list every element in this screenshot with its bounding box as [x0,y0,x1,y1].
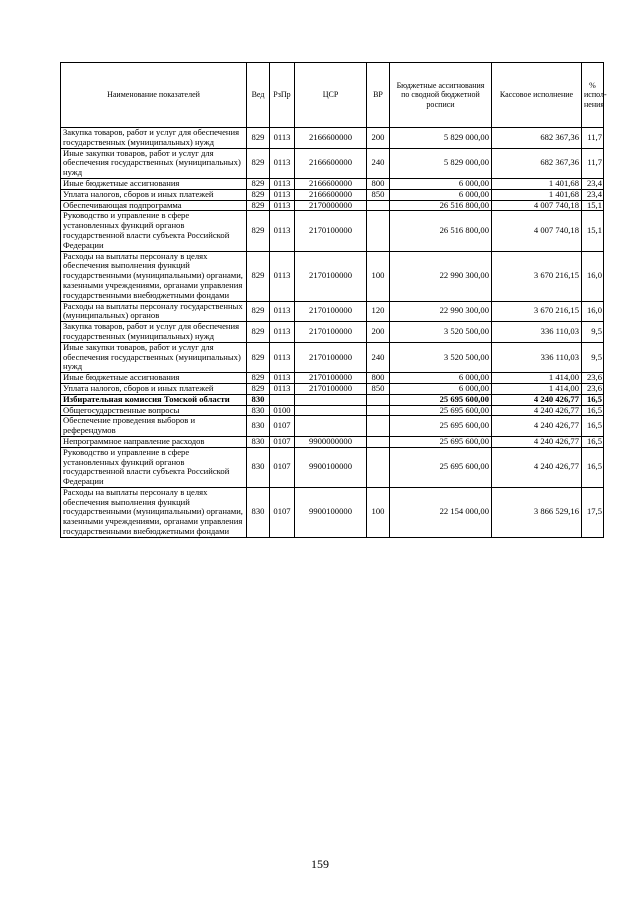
cell-cash: 3 670 216,15 [492,251,582,301]
cell-name: Закупка товаров, работ и услуг для обеспечения государственных (муниципальных) нужд [61,322,247,343]
cell-percent: 9,5 [582,342,604,372]
cell-csr: 2166600000 [295,148,367,178]
cell-assigned: 22 990 300,00 [390,301,492,322]
cell-name: Непрограммное направление расходов [61,436,247,447]
cell-vr: 200 [367,322,390,343]
cell-ved: 829 [247,322,270,343]
cell-rzpr: 0113 [270,178,295,189]
header-ved: Вед [247,63,270,128]
cell-percent: 11,7 [582,128,604,149]
cell-ved: 829 [247,373,270,384]
cell-cash: 4 240 426,77 [492,394,582,405]
cell-rzpr: 0107 [270,436,295,447]
budget-execution-table [60,62,607,538]
table-row [61,322,604,343]
cell-ved: 829 [247,189,270,200]
header-name: Наименование показателей [61,63,247,128]
cell-name: Обеспечивающая подпрограмма [61,200,247,211]
cell-vr: 850 [367,383,390,394]
cell-name: Руководство и управление в сфере установленных функций органов государственной власти субъекта Российской Федерации [61,211,247,251]
cell-assigned: 25 695 600,00 [390,436,492,447]
table-row [61,436,604,447]
cell-vr [367,200,390,211]
table-row [61,394,604,405]
cell-rzpr: 0100 [270,405,295,416]
cell-rzpr: 0113 [270,189,295,200]
cell-rzpr: 0107 [270,447,295,487]
cell-ved: 829 [247,178,270,189]
cell-percent: 15,1 [582,211,604,251]
cell-cash: 3 866 529,16 [492,487,582,537]
cell-percent: 16,5 [582,405,604,416]
cell-name: Иные закупки товаров, работ и услуг для обеспечения государственных (муниципальных) нужд [61,148,247,178]
cell-vr: 120 [367,301,390,322]
table-header-row [61,63,604,128]
table-row [61,301,604,322]
cell-assigned: 25 695 600,00 [390,394,492,405]
cell-csr: 2166600000 [295,128,367,149]
cell-percent: 17,5 [582,487,604,537]
cell-name: Иные бюджетные ассигнования [61,373,247,384]
cell-assigned: 5 829 000,00 [390,128,492,149]
cell-ved: 829 [247,383,270,394]
cell-cash: 682 367,36 [492,148,582,178]
cell-name: Иные бюджетные ассигнования [61,178,247,189]
cell-rzpr: 0113 [270,200,295,211]
cell-name: Обеспечение проведения выборов и референдумов [61,416,247,437]
cell-cash: 3 670 216,15 [492,301,582,322]
cell-percent: 16,5 [582,416,604,437]
cell-ved: 829 [247,211,270,251]
cell-rzpr: 0113 [270,373,295,384]
table-row [61,487,604,537]
cell-assigned: 22 990 300,00 [390,251,492,301]
cell-csr: 2170100000 [295,322,367,343]
cell-vr: 850 [367,189,390,200]
cell-csr: 2170100000 [295,383,367,394]
cell-rzpr: 0107 [270,487,295,537]
header-percent: % испол-нения [582,63,604,128]
page-number: 159 [311,857,329,871]
cell-cash: 336 110,03 [492,322,582,343]
cell-percent: 23,4 [582,189,604,200]
cell-rzpr: 0113 [270,383,295,394]
cell-assigned: 25 695 600,00 [390,416,492,437]
cell-vr: 240 [367,342,390,372]
header-assigned: Бюджетные ассигнования по сводной бюджетной росписи [390,63,492,128]
cell-rzpr: 0107 [270,416,295,437]
cell-vr [367,436,390,447]
cell-ved: 830 [247,394,270,405]
cell-cash: 4 240 426,77 [492,447,582,487]
cell-name: Общегосударственные вопросы [61,405,247,416]
cell-rzpr: 0113 [270,128,295,149]
cell-percent: 16,5 [582,436,604,447]
header-rzpr: РзПр [270,63,295,128]
cell-csr: 2170000000 [295,200,367,211]
cell-cash: 1 414,00 [492,383,582,394]
cell-percent: 16,0 [582,251,604,301]
cell-assigned: 22 154 000,00 [390,487,492,537]
table-row [61,178,604,189]
cell-assigned: 26 516 800,00 [390,211,492,251]
table-row [61,416,604,437]
table-row [61,383,604,394]
table-row [61,251,604,301]
cell-percent: 16,5 [582,447,604,487]
cell-assigned: 3 520 500,00 [390,342,492,372]
cell-ved: 830 [247,487,270,537]
cell-csr: 2166600000 [295,189,367,200]
cell-csr: 9900100000 [295,447,367,487]
cell-ved: 829 [247,251,270,301]
header-csr: ЦСР [295,63,367,128]
cell-percent: 23,6 [582,383,604,394]
cell-csr: 2170100000 [295,373,367,384]
cell-cash: 1 401,68 [492,189,582,200]
cell-cash: 682 367,36 [492,128,582,149]
cell-ved: 829 [247,128,270,149]
cell-assigned: 6 000,00 [390,189,492,200]
cell-percent: 23,4 [582,178,604,189]
cell-cash: 1 414,00 [492,373,582,384]
cell-cash: 4 007 740,18 [492,200,582,211]
cell-assigned: 25 695 600,00 [390,405,492,416]
cell-cash: 336 110,03 [492,342,582,372]
cell-assigned: 25 695 600,00 [390,447,492,487]
cell-assigned: 6 000,00 [390,178,492,189]
cell-assigned: 6 000,00 [390,383,492,394]
cell-csr: 2170100000 [295,342,367,372]
cell-csr [295,405,367,416]
cell-cash: 1 401,68 [492,178,582,189]
cell-name: Расходы на выплаты персоналу в целях обеспечения выполнения функций государственными (муниципальными) органами, казенными учреждениями, органами управления государственными внебюджетными фондами [61,251,247,301]
cell-vr [367,394,390,405]
cell-percent: 15,1 [582,200,604,211]
cell-vr: 800 [367,373,390,384]
cell-cash: 4 240 426,77 [492,416,582,437]
cell-rzpr: 0113 [270,301,295,322]
cell-assigned: 5 829 000,00 [390,148,492,178]
cell-rzpr: 0113 [270,148,295,178]
cell-rzpr [270,394,295,405]
cell-vr [367,416,390,437]
table-row [61,189,604,200]
cell-percent: 9,5 [582,322,604,343]
cell-csr: 2170100000 [295,301,367,322]
cell-assigned: 6 000,00 [390,373,492,384]
table-body [61,128,604,538]
cell-ved: 829 [247,148,270,178]
cell-assigned: 3 520 500,00 [390,322,492,343]
cell-ved: 829 [247,301,270,322]
cell-vr: 800 [367,178,390,189]
cell-vr [367,447,390,487]
cell-cash: 4 240 426,77 [492,405,582,416]
cell-csr: 2170100000 [295,211,367,251]
cell-csr [295,394,367,405]
cell-assigned: 26 516 800,00 [390,200,492,211]
cell-percent: 23,6 [582,373,604,384]
table-row [61,128,604,149]
cell-rzpr: 0113 [270,342,295,372]
cell-name: Закупка товаров, работ и услуг для обеспечения государственных (муниципальных) нужд [61,128,247,149]
cell-vr: 240 [367,148,390,178]
header-vr: ВР [367,63,390,128]
table-row [61,342,604,372]
cell-csr: 9900100000 [295,487,367,537]
cell-vr [367,211,390,251]
cell-csr [295,416,367,437]
cell-percent: 16,5 [582,394,604,405]
cell-name: Расходы на выплаты персоналу в целях обеспечения выполнения функций государственными (муниципальными) органами, казенными учреждениями, органами управления государственными внебюджетными фондами [61,487,247,537]
cell-rzpr: 0113 [270,322,295,343]
table-row [61,373,604,384]
table-row [61,405,604,416]
cell-name: Расходы на выплаты персоналу государственных (муниципальных) органов [61,301,247,322]
cell-vr: 200 [367,128,390,149]
cell-name: Уплата налогов, сборов и иных платежей [61,189,247,200]
cell-cash: 4 240 426,77 [492,436,582,447]
table-row [61,211,604,251]
cell-ved: 829 [247,342,270,372]
cell-ved: 830 [247,416,270,437]
cell-vr: 100 [367,487,390,537]
cell-ved: 830 [247,447,270,487]
header-cash: Кассовое исполнение [492,63,582,128]
cell-name: Руководство и управление в сфере установленных функций органов государственной власти субъекта Российской Федерации [61,447,247,487]
cell-ved: 830 [247,405,270,416]
cell-percent: 11,7 [582,148,604,178]
cell-vr: 100 [367,251,390,301]
cell-rzpr: 0113 [270,251,295,301]
cell-csr: 9900000000 [295,436,367,447]
cell-rzpr: 0113 [270,211,295,251]
table-row [61,148,604,178]
cell-ved: 829 [247,200,270,211]
cell-percent: 16,0 [582,301,604,322]
table-row [61,200,604,211]
cell-vr [367,405,390,416]
cell-name: Иные закупки товаров, работ и услуг для обеспечения государственных (муниципальных) нужд [61,342,247,372]
cell-cash: 4 007 740,18 [492,211,582,251]
cell-csr: 2166600000 [295,178,367,189]
cell-name: Уплата налогов, сборов и иных платежей [61,383,247,394]
cell-ved: 830 [247,436,270,447]
cell-name: Избирательная комиссия Томской области [61,394,247,405]
cell-csr: 2170100000 [295,251,367,301]
table-row [61,447,604,487]
